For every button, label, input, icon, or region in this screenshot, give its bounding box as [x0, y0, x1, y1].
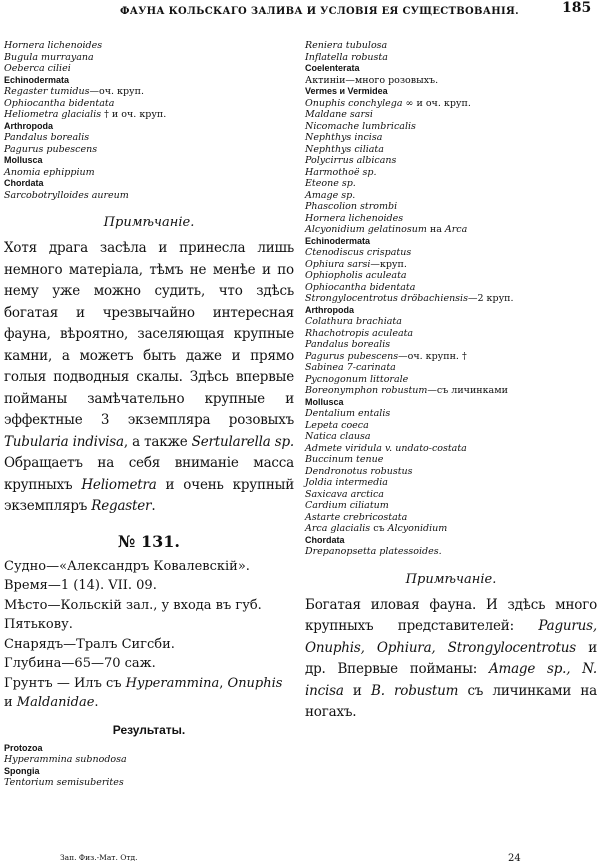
- taxon-name: Arthropoda: [4, 120, 53, 131]
- species-entry: [305, 247, 597, 259]
- footer-left: Зап. Физ.-Мат. Отд.: [60, 853, 138, 862]
- species-entry: [305, 500, 597, 512]
- taxon-name: Hyperammina subnodosa: [4, 754, 127, 765]
- taxon-name: Strongylocentrotus dröbachiensis: [305, 293, 468, 304]
- taxon-name: Lepeta coeca: [305, 419, 369, 431]
- taxon-name: Dendronotus robustus: [305, 465, 413, 477]
- taxon-name: Reniera tubulosa: [305, 40, 388, 51]
- species-entry: [305, 339, 597, 351]
- species-entry: [305, 190, 597, 202]
- taxon-name: Ophiocantha bidentata: [305, 281, 416, 293]
- left-note-text: .: [151, 498, 156, 514]
- species-entry: [4, 52, 294, 64]
- taxon-name: Arthropoda: [305, 304, 354, 315]
- species-entry: [305, 316, 597, 328]
- taxon-group-heading: [4, 155, 294, 167]
- meta-place: Мѣсто—Кольскій зал., у входа въ губ. Пятькову.: [4, 597, 262, 632]
- species-entry: [4, 190, 294, 202]
- species-entry: [305, 477, 597, 489]
- entry-remark: —2 круп.: [467, 293, 514, 304]
- taxon-name: Echinodermata: [4, 74, 70, 85]
- taxon-name: Nephthys ciliata: [305, 143, 384, 155]
- entry-remark: съ: [370, 523, 388, 534]
- right-note-taxon: B. robustum: [370, 682, 459, 699]
- meta-time: Время—1 (14). VII. 09.: [4, 578, 157, 593]
- species-entry: [305, 98, 597, 110]
- species-entry: [305, 144, 597, 156]
- meta-ground: [4, 674, 294, 713]
- entry-remark: на: [426, 224, 445, 235]
- species-entry: [305, 282, 597, 294]
- species-entry: [4, 109, 294, 121]
- species-entry: [305, 178, 597, 190]
- species-entry: [305, 420, 597, 432]
- taxon-group-heading: [305, 86, 597, 98]
- left-note-title: Примѣчаніе.: [103, 215, 195, 230]
- taxon-group-heading: [305, 535, 597, 547]
- taxon-name: Admete viridula v. undato-costata: [305, 442, 467, 454]
- taxon-name: Sabinea 7-carinata: [305, 362, 396, 373]
- taxon-name: Onuphis conchylega: [305, 97, 403, 109]
- ground-taxon: Onuphis: [227, 675, 283, 691]
- taxon-name: Vermes и Vermidea: [305, 86, 388, 96]
- ground-taxon: Maldanidae: [16, 695, 95, 710]
- species-entry: [305, 523, 597, 535]
- entry-remark: —съ личинками: [427, 385, 508, 396]
- station-meta: [4, 557, 294, 713]
- species-entry: [305, 351, 597, 363]
- entry-remark: —оч. круп.: [89, 86, 144, 97]
- species-entry: [305, 52, 597, 64]
- taxon-name: Pandalus borealis: [305, 339, 391, 350]
- taxon-group-heading: [305, 397, 597, 409]
- taxon-name: Ophiopholis aculeata: [305, 270, 407, 281]
- species-entry: [305, 132, 597, 144]
- entry-remark: ∞ и оч. круп.: [402, 97, 471, 109]
- species-entry: [4, 86, 294, 98]
- meta-vessel: Судно—«Александръ Ковалевскій».: [4, 558, 250, 574]
- species-entry: [4, 167, 294, 179]
- taxon-group-heading: [4, 743, 294, 755]
- taxon-name: Ctenodiscus crispatus: [305, 247, 412, 258]
- species-entry: [4, 98, 294, 110]
- ground-text: ,: [219, 675, 228, 691]
- footer-signature: 24: [508, 853, 521, 864]
- right-column: [305, 40, 597, 724]
- entry-remark: —оч. крупн. †: [398, 350, 467, 362]
- species-entry: [305, 109, 597, 121]
- results-title: Результаты.: [112, 722, 186, 737]
- taxon-group-heading: [305, 63, 597, 75]
- taxon-name: Inflatella robusta: [305, 51, 388, 63]
- species-entry: [305, 546, 597, 558]
- taxon-name: Alcyonidium gelatinosum: [305, 224, 427, 235]
- taxon-group-heading: [4, 75, 294, 87]
- taxon-name: Pycnogonum littorale: [305, 373, 409, 385]
- taxon-group-heading: [4, 121, 294, 133]
- ground-text: Грунтъ — Илъ съ: [4, 675, 126, 691]
- left-note-text: и очень крупный экземпляръ: [4, 476, 294, 514]
- right-note-taxon: Pagurus, Onuphis, Ophiura, Strongylocentrotus: [305, 618, 597, 656]
- taxon-name: Saxicava arctica: [305, 488, 384, 500]
- species-entry: [305, 155, 597, 167]
- taxon-name: Colathura brachiata: [305, 316, 402, 327]
- entry-remark: † и оч. круп.: [101, 109, 167, 120]
- species-entry: [4, 754, 294, 766]
- taxon-name: Harmothoë sp.: [305, 166, 377, 178]
- species-entry: [305, 385, 597, 397]
- taxon-name: Protozoa: [4, 742, 43, 753]
- taxon-name: Pandalus borealis: [4, 132, 90, 143]
- taxon-name: Pagurus pubescens: [4, 143, 98, 155]
- species-entry: [305, 443, 597, 455]
- taxon-name: Joldia intermedia: [305, 477, 388, 488]
- right-species-list: [305, 40, 597, 558]
- species-entry: [305, 213, 597, 225]
- species-entry: [305, 512, 597, 524]
- taxon-name: Drepanopsetta platessoides.: [305, 546, 442, 557]
- species-entry: [305, 362, 597, 374]
- species-entry: [4, 40, 294, 52]
- species-entry: [305, 259, 597, 271]
- left-note-taxon: Tubularia indivisa: [4, 433, 124, 450]
- taxon-name: Boreonymphon robustum: [305, 385, 428, 396]
- meta-depth: Глубина—65—70 саж.: [4, 656, 156, 671]
- species-entry: [4, 777, 294, 789]
- ground-text: .: [94, 695, 99, 710]
- taxon-name: Cardium ciliatum: [305, 500, 389, 511]
- taxon-name: Arca glacialis: [305, 523, 371, 534]
- left-note-text: Обращаетъ на себя вниманіе масса крупныхъ: [4, 455, 294, 493]
- taxon-name: Maldane sarsi: [305, 109, 373, 120]
- left-note-paragraph: [4, 238, 294, 518]
- taxon-name: Chordata: [4, 178, 44, 188]
- taxon-name: Regaster tumidus: [4, 86, 90, 97]
- species-entry: [305, 489, 597, 501]
- ground-text: и: [4, 695, 17, 710]
- taxon-name: Dentalium entalis: [305, 408, 391, 419]
- taxon-name: Buccinum tenue: [305, 454, 384, 465]
- right-note-text: съ личинками на ногахъ.: [305, 682, 598, 720]
- right-note-text: и др. Впервые пойманы:: [305, 639, 597, 677]
- taxon-name: Natica clausa: [305, 431, 371, 442]
- taxon-name: Tentorium semisuberites: [4, 777, 124, 788]
- taxon-name: Heliometra glacialis: [4, 109, 102, 120]
- entry-text: Актиніи—много розовыхъ.: [305, 74, 439, 86]
- taxon-name: Phascolion strombi: [305, 201, 398, 212]
- taxon-name: Hornera lichenoides: [305, 212, 404, 224]
- taxon-group-heading: [305, 236, 597, 248]
- taxon-name: Ophiocantha bidentata: [4, 97, 115, 109]
- species-entry: [305, 270, 597, 282]
- species-entry: [305, 121, 597, 133]
- meta-gear: Снарядъ—Тралъ Сигсби.: [4, 636, 175, 652]
- running-header: ФАУНА КОЛЬСКАГО ЗАЛИВА И УСЛОВІЯ ЕЯ СУЩЕСТВОВАНІЯ.: [120, 6, 519, 17]
- taxon-name: Ophiura sarsi: [305, 258, 371, 270]
- species-entry: [305, 466, 597, 478]
- species-entry: [4, 144, 294, 156]
- left-column: [4, 40, 294, 789]
- taxon-name: Mollusca: [305, 396, 344, 407]
- page-number: 185: [562, 0, 592, 16]
- taxon-name: Sarcobotrylloides aureum: [4, 189, 129, 201]
- right-note-taxon: Amage sp., N. incisa: [305, 661, 597, 699]
- ground-taxon: Hyperammina: [125, 675, 220, 691]
- taxon-name: Pagurus pubescens: [305, 350, 399, 362]
- taxon-name: Mollusca: [4, 155, 43, 165]
- station-number: № 131.: [118, 531, 180, 551]
- species-entry: [4, 63, 294, 75]
- left-note-text: Хотя драга засѣла и принесла лишь немного матеріала, тѣмъ не менѣе и по нему уже можно судить, что здѣсь богатая и чрезвычайно интересная фауна, вѣроятно, заселяющая крупные камни, а можетъ быть даже и прямо голыя подводныя скалы. Здѣсь впервые пойманы замѣчательно крупные и эффектные 3 экземпляра розовыхъ: [4, 240, 294, 428]
- results-list: [4, 743, 294, 789]
- taxon-name: Rhachotropis aculeata: [305, 327, 414, 339]
- right-note-text: и: [343, 682, 371, 699]
- species-entry: [305, 40, 597, 52]
- taxon-name: Eteone sp.: [305, 178, 356, 189]
- entry-remark: —круп.: [370, 258, 407, 270]
- taxon-name: Nicomache lumbricalis: [305, 120, 416, 132]
- taxon-name: Oeberca ciliei: [4, 63, 71, 74]
- left-note-taxon: Regaster: [91, 498, 152, 514]
- taxon-group-heading: [4, 766, 294, 778]
- taxon-name: Amage sp.: [305, 189, 356, 201]
- species-entry: [305, 454, 597, 466]
- species-entry: [305, 374, 597, 386]
- taxon-name: Anomia ephippium: [4, 166, 95, 178]
- species-entry: [305, 408, 597, 420]
- taxon-name: Echinodermata: [305, 235, 371, 246]
- species-entry: [305, 328, 597, 340]
- taxon-name: Arca: [444, 224, 468, 235]
- taxon-name: Nephthys incisa: [305, 132, 383, 143]
- taxon-group-heading: [305, 305, 597, 317]
- taxon-name: Bugula murrayana: [4, 51, 94, 63]
- taxon-name: Astarte crebricostata: [305, 511, 408, 523]
- species-entry: [305, 293, 597, 305]
- species-entry: [305, 224, 597, 236]
- right-note-text: Богатая иловая фауна. И здѣсь много крупныхъ представителей:: [305, 596, 597, 634]
- right-note-title: Примѣчаніе.: [405, 571, 497, 587]
- species-entry: [305, 431, 597, 443]
- species-entry: [4, 132, 294, 144]
- right-note-paragraph: [305, 595, 597, 724]
- taxon-name: Coelenterata: [305, 63, 360, 73]
- left-note-text: , а также: [123, 433, 192, 450]
- species-entry: [305, 201, 597, 213]
- taxon-name: Hornera lichenoides: [4, 40, 103, 51]
- left-species-list: [4, 40, 294, 201]
- species-entry: [305, 167, 597, 179]
- taxon-name: Polycirrus albicans: [305, 155, 397, 166]
- species-entry: [305, 75, 597, 87]
- taxon-group-heading: [4, 178, 294, 190]
- left-note-taxon: Heliometra: [81, 476, 157, 493]
- left-note-taxon: Sertularella sp.: [191, 433, 294, 450]
- taxon-name: Chordata: [305, 534, 345, 545]
- taxon-name: Alcyonidium: [387, 523, 448, 534]
- taxon-name: Spongia: [4, 765, 40, 776]
